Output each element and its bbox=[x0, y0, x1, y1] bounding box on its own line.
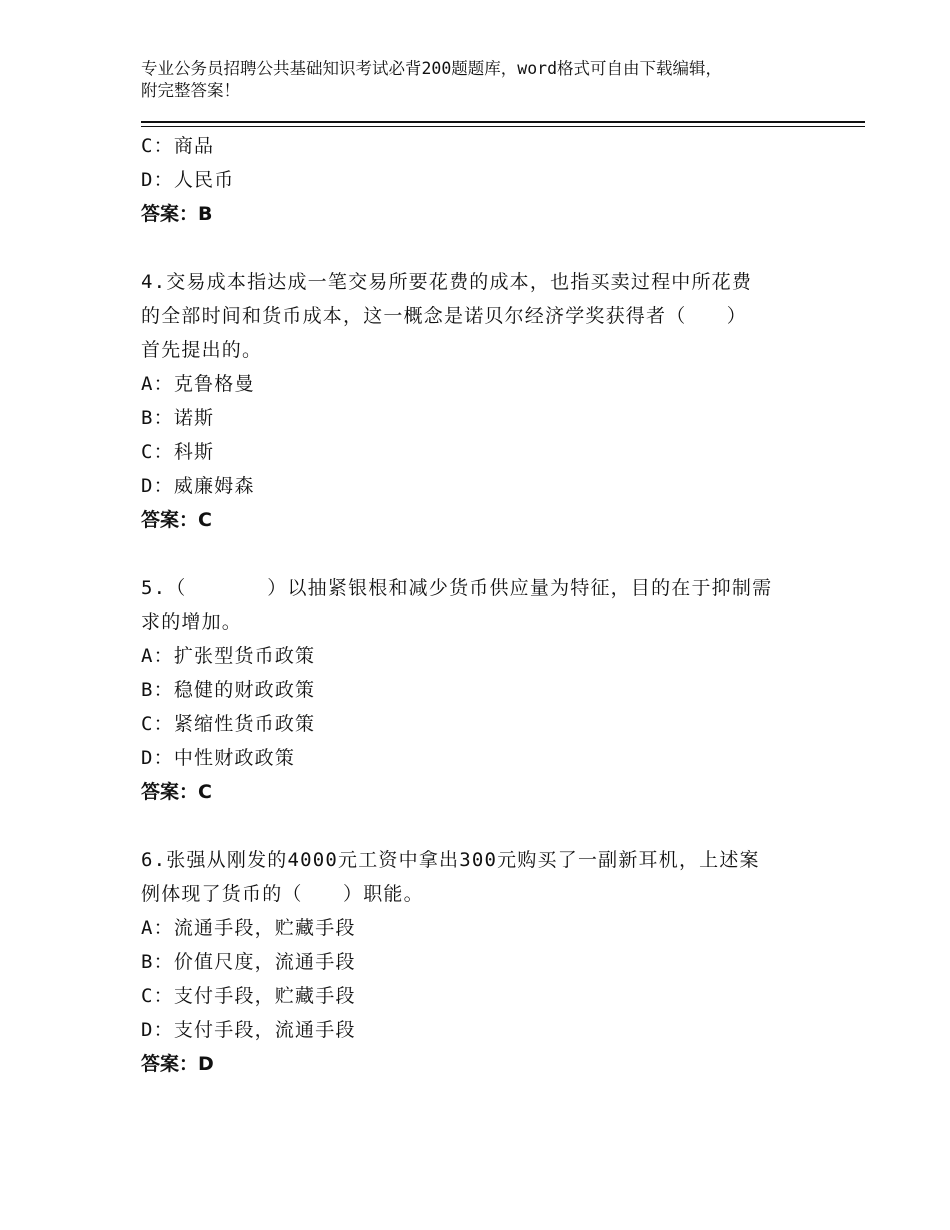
option-d: D：中性财政政策 bbox=[141, 747, 296, 769]
option-a: A：克鲁格曼 bbox=[141, 373, 255, 395]
spacer bbox=[141, 231, 831, 265]
page-header bbox=[141, 58, 841, 102]
header-line-1: 专业公务员招聘公共基础知识考试必背200题题库，word格式可自由下载编辑， bbox=[141, 59, 723, 78]
question-list bbox=[141, 129, 831, 1081]
option-b: B：稳健的财政政策 bbox=[141, 679, 316, 701]
option-c: C：支付手段，贮藏手段 bbox=[141, 985, 356, 1007]
header-line-2: 附完整答案！ bbox=[141, 81, 240, 100]
option-c: C：商品 bbox=[141, 135, 215, 157]
option-b: B：价值尺度，流通手段 bbox=[141, 951, 356, 973]
spacer bbox=[141, 809, 831, 843]
question-5 bbox=[141, 571, 831, 809]
question-stem-line: 5.（ ）以抽紧银根和减少货币供应量为特征，目的在于抑制需 bbox=[141, 577, 773, 599]
question-stem-line: 首先提出的。 bbox=[141, 339, 263, 361]
header-divider-thin bbox=[141, 126, 865, 127]
question-6 bbox=[141, 843, 831, 1081]
answer-label: 答案：C bbox=[141, 781, 212, 803]
option-b: B：诺斯 bbox=[141, 407, 215, 429]
option-a: A：流通手段，贮藏手段 bbox=[141, 917, 356, 939]
option-c: C：紧缩性货币政策 bbox=[141, 713, 316, 735]
question-stem-line: 4.交易成本指达成一笔交易所要花费的成本，也指买卖过程中所花费 bbox=[141, 271, 753, 293]
question-stem-line: 6.张强从刚发的4000元工资中拿出300元购买了一副新耳机，上述案 bbox=[141, 849, 760, 871]
question-3-continued bbox=[141, 129, 831, 231]
option-d: D：威廉姆森 bbox=[141, 475, 255, 497]
question-stem-line: 例体现了货币的（ ）职能。 bbox=[141, 883, 424, 905]
question-stem-line: 求的增加。 bbox=[141, 611, 243, 633]
question-stem-line: 的全部时间和货币成本，这一概念是诺贝尔经济学奖获得者（ ） bbox=[141, 305, 748, 327]
option-d: D：支付手段，流通手段 bbox=[141, 1019, 356, 1041]
answer-label: 答案：C bbox=[141, 509, 212, 531]
spacer bbox=[141, 537, 831, 571]
option-d: D：人民币 bbox=[141, 169, 235, 191]
answer-label: 答案：B bbox=[141, 203, 213, 225]
header-divider-thick bbox=[141, 121, 865, 123]
option-a: A：扩张型货币政策 bbox=[141, 645, 316, 667]
question-4 bbox=[141, 265, 831, 537]
answer-label: 答案：D bbox=[141, 1053, 214, 1075]
option-c: C：科斯 bbox=[141, 441, 215, 463]
